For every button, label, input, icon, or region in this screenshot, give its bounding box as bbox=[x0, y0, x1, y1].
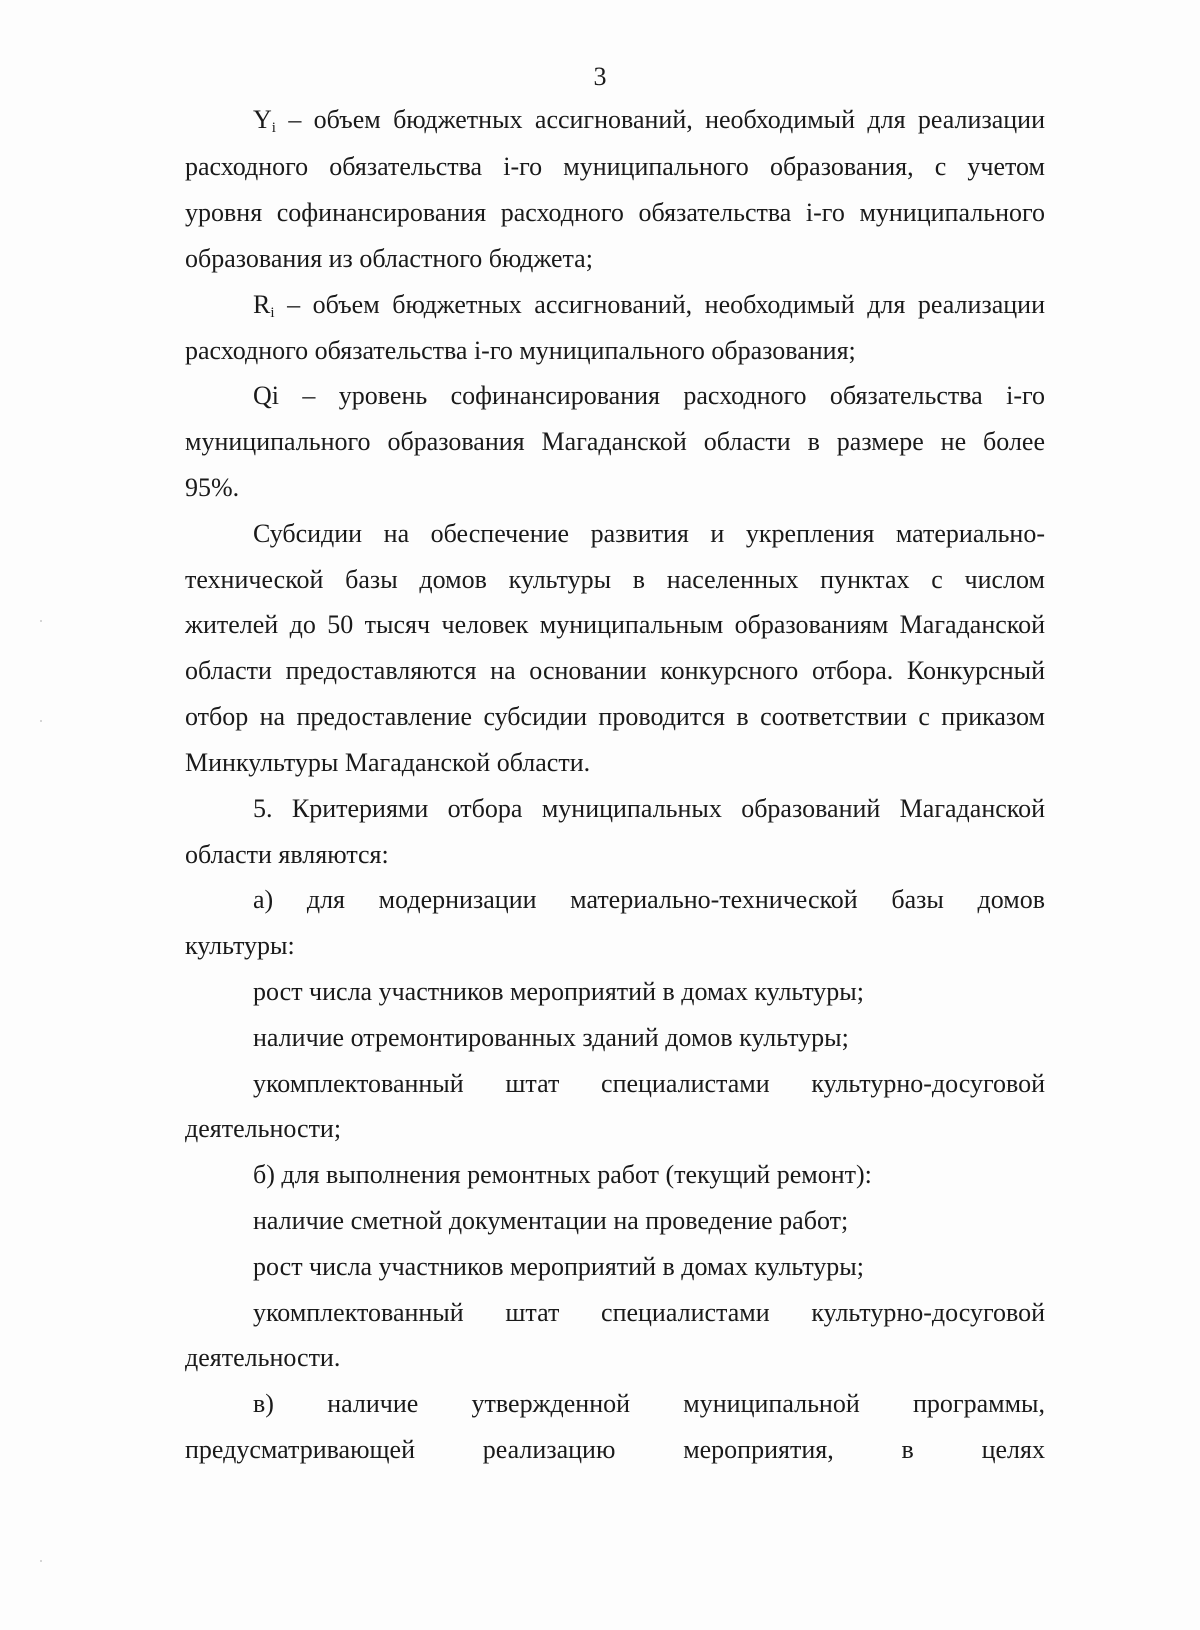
scan-speck bbox=[40, 1560, 42, 1562]
text-line-9: 95%. bbox=[185, 473, 240, 502]
text-line-18: а) для модернизации материально-технической базы домов bbox=[253, 885, 1045, 914]
text-line-21: наличие отремонтированных зданий домов культуры; bbox=[253, 1023, 849, 1052]
text-line-27: укомплектованный штат специалистами культурно-досуговой bbox=[253, 1298, 1045, 1327]
text-line-13: области предоставляются на основании конкурсного отбора. Конкурсный bbox=[185, 656, 1045, 685]
text-line-10: Субсидии на обеспечение развития и укрепления материально- bbox=[253, 519, 1045, 548]
scan-speck bbox=[40, 720, 42, 722]
text-line-12: жителей до 50 тысяч человек муниципальным образованиям Магаданской bbox=[185, 610, 1045, 639]
text-line-11: технической базы домов культуры в населенных пунктах с числом bbox=[185, 565, 1045, 594]
text-line-7: Qi – уровень софинансирования расходного обязательства i-го bbox=[253, 381, 1045, 410]
text-line-29: в) наличие утвержденной муниципальной программы, bbox=[253, 1389, 1045, 1418]
text-line-26: рост числа участников мероприятий в домах культуры; bbox=[253, 1252, 864, 1281]
symbol-r: $R_i$ bbox=[253, 290, 275, 321]
text-line-28: деятельности. bbox=[185, 1343, 341, 1372]
text-line-23: деятельности; bbox=[185, 1114, 342, 1143]
text-line-5: $R_i$ – объем бюджетных ассигнований, необходимый для реализации bbox=[253, 290, 1045, 321]
scan-speck bbox=[40, 620, 42, 622]
text-line-4: образования из областного бюджета; bbox=[185, 244, 593, 273]
text-line-6: расходного обязательства i-го муниципального образования; bbox=[185, 336, 856, 365]
text-line-8: муниципального образования Магаданской области в размере не более bbox=[185, 427, 1045, 456]
text-line-15: Минкультуры Магаданской области. bbox=[185, 748, 591, 777]
symbol-y: $Y_i$ bbox=[253, 105, 276, 136]
text-line-19: культуры: bbox=[185, 931, 295, 960]
text-line-2: расходного обязательства i-го муниципального образования, с учетом bbox=[185, 152, 1045, 181]
text-line-22: укомплектованный штат специалистами культурно-досуговой bbox=[253, 1069, 1045, 1098]
text-line-3: уровня софинансирования расходного обязательства i-го муниципального bbox=[185, 198, 1045, 227]
text-line-14: отбор на предоставление субсидии проводится в соответствии с приказом bbox=[185, 702, 1045, 731]
text-line-17: области являются: bbox=[185, 840, 389, 869]
text-line-30: предусматривающей реализацию мероприятия, в целях bbox=[185, 1435, 1045, 1464]
text-line-25: наличие сметной документации на проведение работ; bbox=[253, 1206, 849, 1235]
text-line-1: $Y_i$ – объем бюджетных ассигнований, необходимый для реализации bbox=[253, 105, 1045, 136]
text-line-24: б) для выполнения ремонтных работ (текущий ремонт): bbox=[253, 1160, 872, 1189]
page-number: 3 bbox=[593, 62, 607, 91]
text-line-20: рост числа участников мероприятий в домах культуры; bbox=[253, 977, 864, 1006]
text-line-16: 5. Критериями отбора муниципальных образований Магаданской bbox=[253, 794, 1045, 823]
